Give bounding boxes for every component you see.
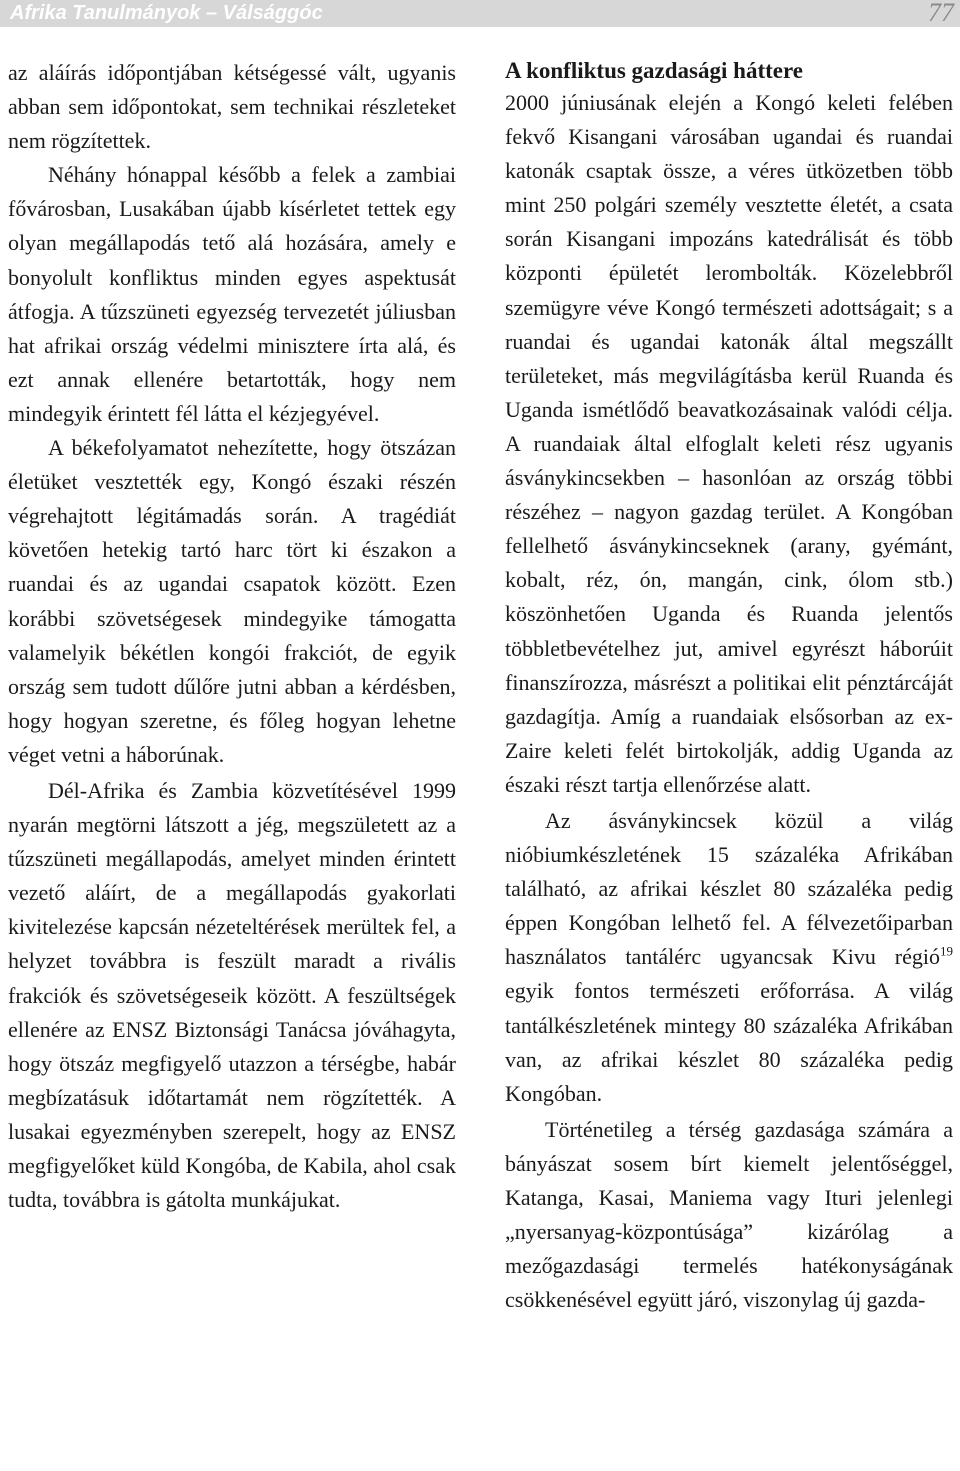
paragraph: Dél-Afrika és Zambia közvetítésével 1999 nyarán megtörni látszott a jég, megszületett az a tűzszüneti megállapodás, amelyet minden érintett vezető aláírt, de a megállapodás gyakorlati kivitelezése kapcsán nézeteltérések merültek fel, a helyzet továbbra is feszült maradt a rivális frakciók és szövetségeseik között. A feszültségek ellenére az ENSZ Biztonsági Tanácsa jóváhagyta, hogy ötszáz megfigyelő utazzon a térségbe, habár megbízatásuk időtartamát nem rögzítették. A lusakai egyezményben szerepelt, hogy az ENSZ megfigyelőket küld Kongóba, de Kabila, ahol csak tudta, továbbra is gátolta munkájukat. [8, 777, 456, 1213]
paragraph-text: egyik fontos természeti erőforrása. A világ tantálkészletének mintegy 80 százaléka Afrikában van, az afrikai készlet 80 százaléka pedig Kongóban. [505, 978, 953, 1106]
paragraph-text: A tűzszüneti egyezség tervezetét júliusban hat afrikai ország védelmi minisztere írta alá, és ezt annak ellenére betartották, hogy nem mindegyik érintett fél látta el kézjegyével. [8, 298, 456, 426]
paragraph [8, 158, 456, 431]
running-header [0, 0, 960, 27]
running-title: Afrika Tanulmányok – Válsággóc [10, 2, 323, 24]
paragraph: az aláírás időpontjában kétségessé vált, ugyanis abban sem időpontokat, sem technikai részleteket nem rögzítettek. [8, 60, 456, 154]
paragraph: A békefolyamatot nehezítette, hogy ötszázan életüket vesztették egy, Kongó északi részén végrehajtott légitámadás során. A tragédiát követően hetekig tartó harc tört ki északon a ruandai és az ugandai csapatok között. Ezen korábbi szövetségesek mindegyike támogatta valamelyik békétlen kongói frakciót, de egyik ország sem tudott dűlőre jutni abban a kérdésben, hogy hogyan szeretne, és főleg hogyan lehetne véget vetni a háborúnak. [8, 435, 456, 767]
paragraph-text: Az ásványkincsek közül a világ nióbiumkészletének 15 százaléka Afrikában található, az afrikai készlet 80 százaléka pedig éppen Kongóban lelhető fel. A félvezetőiparban használatos tantálérc ugyancsak Kivu régió [505, 807, 953, 970]
paragraph [505, 804, 953, 1111]
left-column [8, 56, 456, 1217]
paragraph: 2000 júniusának elején a Kongó keleti felében fekvő Kisangani városában ugandai és ruandai katonák csaptak össze, a véres ütközetben több mint 250 polgári személy vesztette életét, a csata során Kisangani impozáns katedrálisát és több központi épületét lerombolták. Közelebbről szemügyre véve Kongó természeti adottságait; s a ruandai és ugandai katonák által megszállt területeket, más megvilágításba kerül Ruanda és Uganda ismétlődő beavatkozásainak valódi célja. A ruandaiak által elfoglalt keleti rész ugyanis ásványkincsekben – hasonlóan az ország többi részéhez – nagyon gazdag terület. A Kongóban fellelhető ásványkincseknek (arany, gyémánt, kobalt, réz, ón, mangán, cink, ólom stb.) köszönhetően Uganda és Ruanda jelentős többletbevételhez jut, amivel egyrészt háborúit finanszírozza, másrészt a politikai elit pénztárcáját gazdagítja. Amíg a ruandaiak elsősorban az ex-Zaire keleti felét birtokolják, addig Uganda az északi részt tartja ellenőrzése alatt. [505, 90, 953, 797]
footnote-marker[interactable]: 19 [940, 944, 953, 960]
section-heading: A konfliktus gazdasági háttere [505, 58, 803, 83]
page-number: 77 [928, 0, 954, 27]
right-column [505, 56, 953, 1317]
paragraph-text: Néhány hónappal később a felek a zambiai fővárosban, Lusakában újabb kísérletet tettek egy olyan megállapodás tető alá hozására, amely e bonyolult konfliktus minden egyes aspektusát átfogja. [8, 162, 456, 324]
paragraph: Történetileg a térség gazdasága számára a bányászat sosem bírt kiemelt jelentőséggel, Katanga, Kasai, Maniema vagy Ituri jelenlegi „nyersanyag-központúsága” kizárólag a mezőgazdasági termelés hatékonyságának csökkenésével együtt járó, viszonylag új gazda- [505, 1116, 953, 1313]
